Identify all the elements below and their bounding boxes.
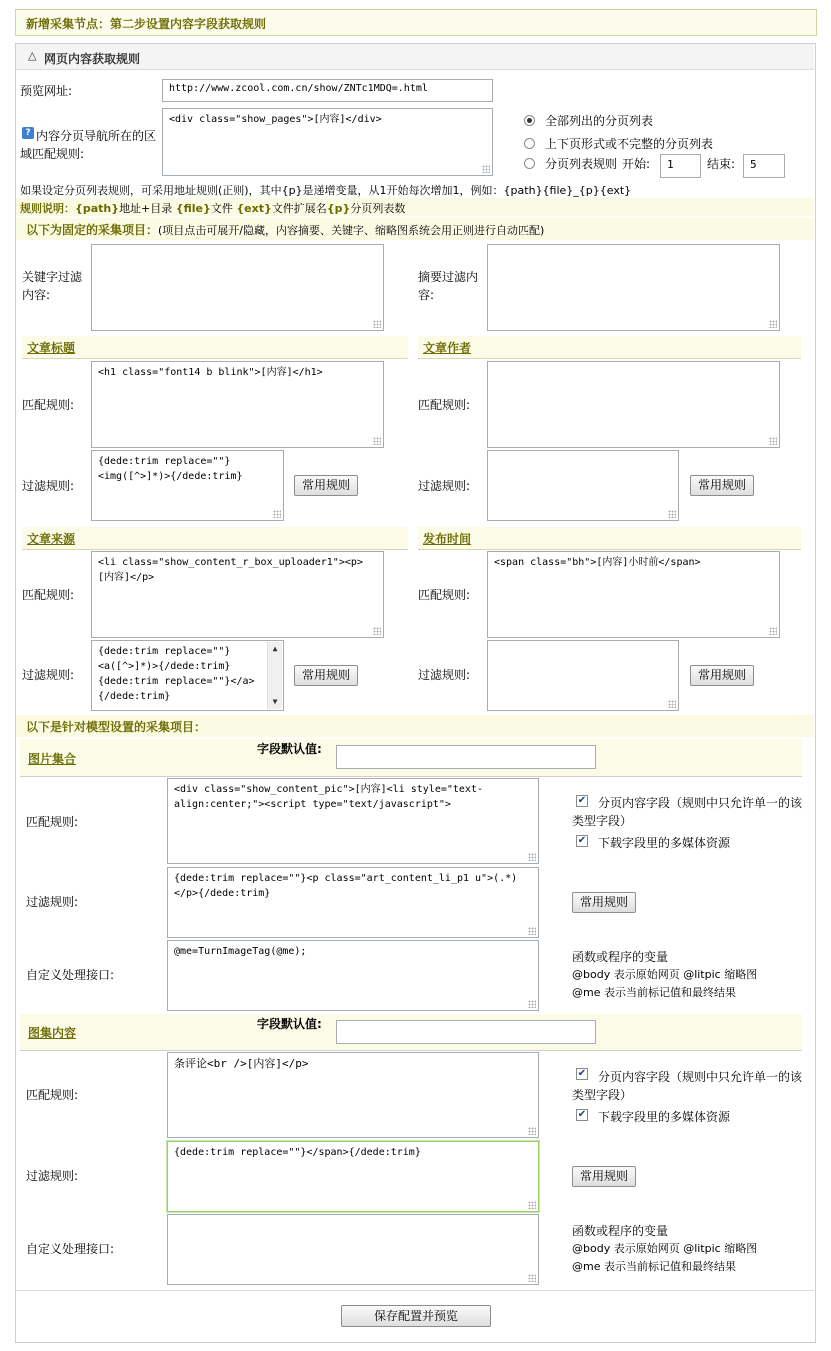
image-set-header[interactable] <box>20 739 802 777</box>
fixed-items-bar <box>16 218 814 240</box>
article-title-header[interactable] <box>22 336 408 359</box>
func-help-me-2: @me 表示当前标记值和最终结果 <box>572 1260 736 1273</box>
image-content-header[interactable] <box>20 1014 802 1051</box>
hint-line1: 如果设定分页列表规则，可采用地址规则(正则)，其中{p}是递增变量，从1开始每次增加1，例如：{path}{file}_{p}{ext} <box>20 184 632 197</box>
image-content-default-label: 字段默认值: <box>257 1017 322 1031</box>
func-help-body-2: @body 表示原始网页 @litpic 缩略图 <box>572 1242 758 1255</box>
time-match-label: 匹配规则: <box>418 588 471 602</box>
source-filter-scrollbar[interactable]: ▲ ▼ <box>267 642 282 709</box>
image-set-download-label: 下载字段里的多媒体资源 <box>598 836 731 850</box>
source-common-rules-button[interactable]: 常用规则 <box>294 665 358 686</box>
preview-url-input[interactable]: http://www.zcool.com.cn/show/ZNTc1MDQ=.html <box>162 79 493 102</box>
time-common-rules-button[interactable]: 常用规则 <box>690 665 754 686</box>
title-filter-textarea[interactable]: {dede:trim replace=""}<img([^>]*)>{/dede:trim} <box>91 450 284 521</box>
image-set-filter-label: 过滤规则: <box>26 895 79 909</box>
radio-all-pages[interactable] <box>524 115 535 126</box>
model-items-bar <box>16 715 814 737</box>
image-set-match-label: 匹配规则: <box>26 815 79 829</box>
image-content-default-input[interactable] <box>336 1020 596 1044</box>
func-help-body: @body 表示原始网页 @litpic 缩略图 <box>572 968 758 981</box>
image-set-link[interactable]: 图片集合 <box>28 752 77 766</box>
image-set-download-checkbox[interactable]: ✔ <box>577 835 587 846</box>
time-match-textarea[interactable]: <span class="bh">[内容]小时前</span> <box>487 551 780 638</box>
radio-all-pages-label: 全部列出的分页列表 <box>545 114 654 128</box>
image-set-custom-textarea[interactable]: @me=TurnImageTag(@me); <box>167 940 539 1011</box>
image-set-match-textarea[interactable]: <div class="show_content_pic">[内容]<li style="text-align:center;"><script type="text/javascript"> <box>167 778 539 864</box>
rule-hint: 规则说明：{path}地址+目录 {file}文件 {ext}文件扩展名{p}分页列表数 <box>20 202 406 215</box>
image-content-download-checkbox[interactable]: ✔ <box>577 1109 587 1120</box>
author-common-rules-button[interactable]: 常用规则 <box>690 475 754 496</box>
section-header[interactable] <box>16 44 814 70</box>
image-content-filter-label: 过滤规则: <box>26 1169 79 1183</box>
func-help-title: 函数或程序的变量 <box>572 950 669 964</box>
publish-time-header[interactable] <box>418 527 801 550</box>
paging-nav-label: 内容分页导航所在的区域匹配规则: <box>20 129 157 161</box>
divider <box>16 1290 814 1291</box>
source-filter-label: 过滤规则: <box>22 668 75 682</box>
radio-prev-next[interactable] <box>524 138 535 149</box>
source-match-label: 匹配规则: <box>22 588 75 602</box>
page-title: 新增采集节点：第二步设置内容字段获取规则 <box>26 17 267 31</box>
end-label: 结束: <box>707 157 736 171</box>
summary-filter-label: 摘要过滤内容: <box>418 270 479 302</box>
title-filter-label: 过滤规则: <box>22 479 75 493</box>
image-content-custom-textarea[interactable] <box>167 1214 539 1285</box>
save-and-preview-button[interactable]: 保存配置并预览 <box>341 1305 491 1327</box>
image-set-paging-label: 分页内容字段（规则中只允许单一的该类型字段） <box>572 796 803 828</box>
author-filter-label: 过滤规则: <box>418 479 471 493</box>
paging-nav-textarea[interactable] <box>162 108 493 176</box>
image-set-custom-label: 自定义处理接口: <box>26 968 115 982</box>
image-content-link[interactable]: 图集内容 <box>28 1026 77 1040</box>
image-content-match-textarea[interactable]: 条评论<br />[内容]</p> <box>167 1052 539 1138</box>
image-content-paging-checkbox[interactable]: ✔ <box>577 1068 587 1079</box>
source-filter-textarea[interactable]: {dede:trim replace=""}<a([^>]*)>{/dede:trim} {dede:trim replace=""}</a>{/dede:trim} ▲ ▼ <box>91 640 284 711</box>
image-set-common-rules-button[interactable]: 常用规则 <box>572 892 636 913</box>
fixed-items-title: 以下为固定的采集项目：(项目点击可展开/隐藏，内容摘要、关键字、缩略图系统会用正则进行自动匹配) <box>26 223 545 237</box>
model-items-title: 以下是针对模型设置的采集项目： <box>26 720 207 734</box>
author-match-label: 匹配规则: <box>418 398 471 412</box>
preview-url-label: 预览网址: <box>20 84 73 98</box>
paging-nav-value: <div class="show_pages">[内容]</div> <box>169 114 382 125</box>
image-content-common-rules-button[interactable]: 常用规则 <box>572 1166 636 1187</box>
page-header <box>15 9 817 36</box>
publish-time-link[interactable]: 发布时间 <box>423 532 472 546</box>
section-title: 网页内容获取规则 <box>44 52 141 66</box>
image-set-paging-checkbox[interactable]: ✔ <box>577 795 587 806</box>
end-input[interactable]: 5 <box>743 154 785 178</box>
article-source-header[interactable] <box>22 527 408 550</box>
image-content-filter-textarea[interactable]: {dede:trim replace=""}</span>{/dede:trim} <box>167 1141 539 1212</box>
radio-list-rule-label: 分页列表规则 <box>545 157 618 171</box>
start-input[interactable]: 1 <box>660 154 701 178</box>
title-match-textarea[interactable]: <h1 class="font14 b blink">[内容]</h1> <box>91 361 384 448</box>
article-author-link[interactable]: 文章作者 <box>423 341 472 355</box>
title-match-label: 匹配规则: <box>22 398 75 412</box>
article-author-header[interactable] <box>418 336 801 359</box>
func-help-title-2: 函数或程序的变量 <box>572 1224 669 1238</box>
radio-list-rule[interactable] <box>524 158 535 169</box>
help-icon[interactable]: ? <box>22 127 34 139</box>
start-label: 开始: <box>622 157 651 171</box>
keyword-filter-label: 关键字过滤内容: <box>22 270 83 302</box>
image-set-default-label: 字段默认值: <box>257 742 322 756</box>
title-common-rules-button[interactable]: 常用规则 <box>294 475 358 496</box>
keyword-filter-textarea[interactable] <box>91 244 384 331</box>
time-filter-label: 过滤规则: <box>418 668 471 682</box>
source-match-textarea[interactable]: <li class="show_content_r_box_uploader1"><p>[内容]</p> <box>91 551 384 638</box>
image-set-default-input[interactable] <box>336 745 596 769</box>
image-content-download-label: 下载字段里的多媒体资源 <box>598 1110 731 1124</box>
collapse-icon[interactable]: △ <box>28 49 37 62</box>
article-source-link[interactable]: 文章来源 <box>27 532 76 546</box>
time-filter-textarea[interactable] <box>487 640 679 711</box>
radio-prev-next-label: 上下页形式或不完整的分页列表 <box>545 137 714 151</box>
image-content-match-label: 匹配规则: <box>26 1088 79 1102</box>
summary-filter-textarea[interactable] <box>487 244 780 331</box>
image-content-paging-label: 分页内容字段（规则中只允许单一的该类型字段） <box>572 1070 803 1102</box>
author-match-textarea[interactable] <box>487 361 780 448</box>
func-help-me: @me 表示当前标记值和最终结果 <box>572 986 736 999</box>
author-filter-textarea[interactable] <box>487 450 679 521</box>
image-content-custom-label: 自定义处理接口: <box>26 1242 115 1256</box>
article-title-link[interactable]: 文章标题 <box>27 341 76 355</box>
rule-hint-bar <box>16 198 814 216</box>
image-set-filter-textarea[interactable]: {dede:trim replace=""}<p class="art_content_li_p1 u">(.*)</p>{/dede:trim} <box>167 867 539 938</box>
